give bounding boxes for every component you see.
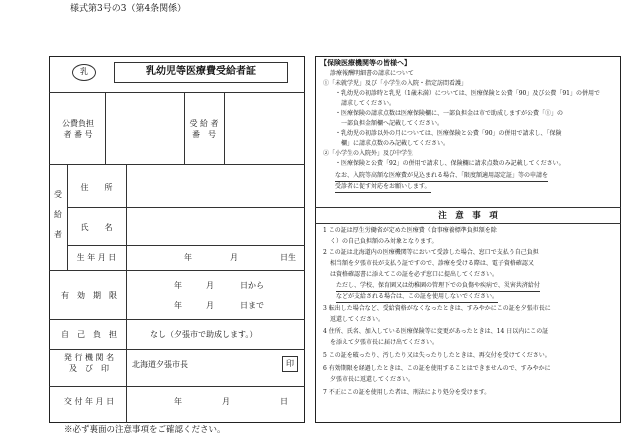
- divider: [126, 270, 127, 386]
- notice-line: 3 転出した場合など、受給資格がなくなったときは、すみやかにこの証を夕張市長に: [323, 305, 551, 312]
- claim-line: なお、入院等高額な医療費が見込まれる場合、「限度額適用認定証」等の申請を: [335, 172, 548, 182]
- issued-date-label: 交 付 年 月 日: [63, 397, 115, 406]
- payer-number-label-2: 者 番 号: [63, 130, 93, 139]
- divider: [67, 245, 305, 246]
- notice-line: ただし、学校、保育園又は幼稚園の管理下での負傷や疾病で、災害共済給付: [336, 282, 540, 292]
- copay-label: 自 己 負 担: [61, 330, 117, 339]
- issued-day-unit: 日: [280, 397, 288, 406]
- birth-month-unit: 月: [230, 253, 238, 262]
- maru-label: 乳: [80, 67, 88, 76]
- divider: [49, 349, 305, 350]
- claim-line: 受診者に促す対応をお願いします。: [335, 183, 431, 193]
- divider: [49, 92, 305, 93]
- divider: [49, 270, 305, 271]
- notice-title: 注 意 事 項: [438, 211, 498, 221]
- recipient-side-3: 者: [54, 230, 62, 239]
- claim-line: 請求してください。: [341, 100, 396, 107]
- notice-line: 1 この証は厚生労働省が定めた医療費（食事療養標準負担額を除: [323, 227, 497, 234]
- birth-year-unit: 年: [184, 253, 192, 262]
- claim-line: ・医療保険と公費「92」の併用で請求し、保険欄に請求点数のみ記載してください。: [335, 160, 565, 167]
- divider: [315, 207, 621, 208]
- notice-line: 7 不正にこの証を使用した者は、刑法により処分を受けます。: [323, 389, 491, 396]
- claim-line: ・乳幼児の初診以外の月については、医療保険と公費「90」の併用で請求し、「保険: [335, 130, 562, 137]
- copay-value: なし（夕張市で助成します。）: [150, 330, 258, 339]
- issuer-label-2: 及 び 印: [69, 364, 109, 373]
- validity-label: 有 効 期 限: [61, 291, 117, 300]
- claim-line: ①「未就学児」及び「小学生の入院・指定訪問看護」: [323, 80, 468, 87]
- validity-from-month: 月: [206, 281, 214, 290]
- divider: [184, 92, 185, 164]
- notice-line: く）の自己負担額のみ対象となります。: [330, 238, 438, 245]
- notice-line: 5 この証を破ったり、汚したり又は失ったりしたときは、再交付を受けてください。: [323, 352, 551, 359]
- claim-line: 欄」に請求点数のみ記載してください。: [341, 140, 450, 147]
- seal-mark: 印: [286, 359, 294, 368]
- notice-line: 4 住所、氏名、加入している医療保険等に変更があったときは、14 日以内にこの証: [323, 328, 549, 335]
- divider: [126, 164, 127, 270]
- birth-day-unit: 日生: [280, 253, 296, 262]
- notice-line: 返還してください。: [330, 316, 385, 323]
- claim-line: 一部負担金額欄へ記載してください。: [341, 120, 444, 127]
- validity-to-year: 年: [174, 301, 182, 310]
- claim-line: ・医療保険の請求点数は医療保険欄に、一部負担金は市で助成しますが公費「①」の: [335, 110, 564, 117]
- divider: [126, 386, 127, 423]
- divider: [49, 319, 305, 320]
- claim-line: ②「小学生の入院外」及び中学生: [323, 150, 414, 157]
- issuer-label-1: 発 行 機 関 名: [63, 353, 115, 362]
- footnote: ※必ず裏面の注意事項をご確認ください。: [64, 425, 226, 435]
- notice-line: 夕張市長に返還してください。: [330, 376, 415, 383]
- claim-line: ・乳幼児の初診時と乳児（1歳未満）については、医療保険と公費「90」及び公費「91」の併用で: [335, 90, 600, 97]
- divider: [49, 386, 305, 387]
- validity-from-year: 年: [174, 281, 182, 290]
- notice-line: 2 この証は北海道内の医療機関等において受診した場合、窓口で支払う自己負担: [323, 249, 539, 256]
- issuer-value: 北海道夕張市長: [132, 360, 188, 369]
- notice-to-providers-heading: 【保険医療機関等の皆様へ】: [320, 58, 411, 67]
- validity-to-day: 日まで: [240, 301, 264, 310]
- notice-line: 相当額を夕張市長が支払う証ですので、診療を受ける際は、電子資格確認又: [330, 260, 534, 267]
- divider: [49, 164, 305, 165]
- address-label: 住 所: [80, 183, 113, 192]
- birth-date-label: 生 年 月 日: [76, 253, 117, 262]
- name-label: 氏 名: [80, 223, 113, 232]
- issued-year-unit: 年: [174, 397, 182, 406]
- notice-line: 6 有効期限を経過したときは、この証を使用することはできませんので、すみやかに: [323, 365, 551, 372]
- page-title: 乳幼児等医療費受給者証: [146, 66, 256, 77]
- divider: [315, 223, 621, 224]
- notice-line: などが支給される場合は、この証を使用しないでください。: [336, 293, 498, 303]
- recipient-side-2: 給: [54, 210, 62, 219]
- form-number: 様式第3号の3（第4条関係）: [70, 4, 187, 14]
- validity-from-day: 日から: [240, 281, 264, 290]
- issued-month-unit: 月: [222, 397, 230, 406]
- validity-to-month: 月: [206, 301, 214, 310]
- recipient-number-label-1: 受 給 者: [189, 119, 219, 128]
- divider: [105, 92, 106, 164]
- payer-number-label-1: 公費負担: [62, 119, 94, 128]
- recipient-number-label-2: 番 号: [192, 130, 216, 139]
- recipient-side-1: 受: [54, 190, 62, 199]
- notice-line: は資格確認書に添えてこの証を必ず窓口に提出してください。: [330, 271, 499, 278]
- divider: [224, 92, 225, 164]
- notice-line: を添えて夕張市長に届け出てください。: [330, 339, 439, 346]
- divider: [67, 207, 305, 208]
- claim-line: 診療報酬明細書の請求について: [330, 70, 414, 77]
